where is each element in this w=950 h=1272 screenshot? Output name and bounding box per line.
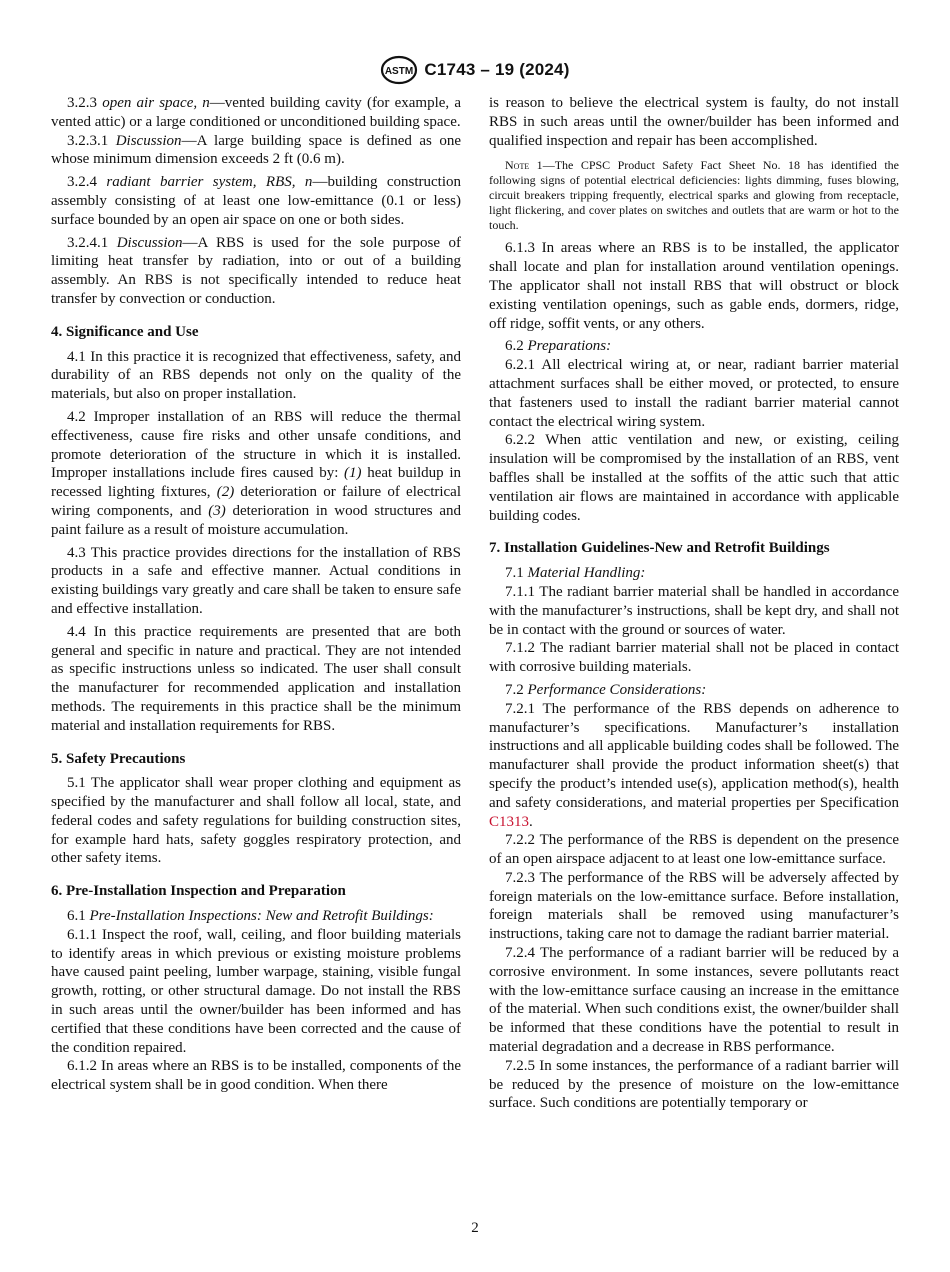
paragraph-5-1: 5.1 The applicator shall wear proper clothing and equipment as specified by the manufacturer and shall follow all local, state, and federal codes and safety regulations for building construction sites, for example hard hats, safety goggles respiratory protection, and other safety items. xyxy=(51,775,461,867)
paragraph-7-2-4: 7.2.4 The performance of a radiant barrier will be reduced by a corrosive environment. In some instances, severe pollutants react with the low-emittance surface causing an increase in the emittance of the material. When such conditions exist, the owner/builder shall be informed that these conditions have the potential to result in material degradation and a decrease in RBS performance. xyxy=(489,945,899,1056)
paragraph-6-1: 6.1 Pre-Installation Inspections: New and Retrofit Buildings: xyxy=(67,908,434,925)
document-designation: C1743 – 19 (2024) xyxy=(424,60,570,79)
paragraph-7-2-1: 7.2.1 The performance of the RBS depends on adherence to manufacturer’s specifications. Manufacturer’s installation instructions and all applicable building codes shall be followed. The manufacturer shall provide the product information sheet(s) that specify the product’s intended use(s), application method(s), health and safety considerations, and material properties per Specification C1313. xyxy=(489,700,899,830)
paragraph-7-2: 7.2 Performance Considerations: xyxy=(505,681,707,698)
page-header xyxy=(0,54,950,86)
page-number: 2 xyxy=(471,1220,479,1236)
paragraph-7-1-2: 7.1.2 The radiant barrier material shall not be placed in contact with corrosive building materials. xyxy=(489,640,899,676)
paragraph-6-1-2: 6.1.2 In areas where an RBS is to be installed, components of the electrical system shall be in good condition. When there xyxy=(51,1058,461,1094)
paragraph-6-2-2: 6.2.2 When attic ventilation and new, or existing, ceiling insulation will be compromised by the installation of an RBS, vent baffles shall be installed at the soffits of the attic such that attic ventilation air flows are maintained in accordance with applicable building codes. xyxy=(489,432,899,524)
paragraph-4-3: 4.3 This practice provides directions for the installation of RBS products in a safe and effective manner. Actual conditions in existing buildings vary greatly and care shall be taken to ensure safe and effective installation. xyxy=(51,544,461,617)
paragraph-4-2: 4.2 Improper installation of an RBS will reduce the thermal effectiveness, cause fire risks and other unsafe conditions, and promote deterioration of the structure in which it is installed. Improper installations include fires caused by: (1) heat buildup in recessed lighting fixtures, (2) deterioration or failure of electrical wiring components, and (3) deterioration in wood structures and paint failure as a result of moisture accumulation. xyxy=(51,408,462,538)
note-1: Note 1—The CPSC Product Safety Fact Sheet No. 18 has identified the following signs of potential electrical deficiencies: lights dimming, fuses blowing, circuit breakers tripping frequently, electrical sparks and glowing from receptacle, light flickering, and cover plates on switches and outlets that are warm or hot to the touch. xyxy=(489,158,899,233)
paragraph-6-1-2-continued: is reason to believe the electrical system is faulty, do not install RBS in such areas until the owner/builder has been informed and qualified inspection and repair has been accomplished. xyxy=(489,95,899,149)
paragraph-4-4: 4.4 In this practice requirements are presented that are both general and specific in nature and practical. They are not intended as specific instructions unless so indicated. The user shall consult the manufacturer for recommended application and installation methods. The requirements in this practice shall be the minimum material and installation requirements for RBS. xyxy=(51,623,461,734)
paragraph-6-1-3: 6.1.3 In areas where an RBS is to be installed, the applicator shall locate and plan for installation around ventilation openings. The applicator shall not install RBS that will obstruct or block existing ventilation openings, such as gable ends, dormers, ridge, off ridge, soffit vents, or any others. xyxy=(489,240,899,332)
spec-link-c1313[interactable]: C1313 xyxy=(489,813,530,830)
section-heading-5: 5. Safety Precautions xyxy=(51,750,186,767)
astm-logo-icon xyxy=(380,55,418,85)
paragraph-6-2: 6.2 Preparations: xyxy=(505,338,612,355)
left-column xyxy=(51,94,461,1095)
svg-text:ASTM: ASTM xyxy=(385,66,414,77)
section-heading-4: 4. Significance and Use xyxy=(51,323,199,340)
paragraph-7-2-2: 7.2.2 The performance of the RBS is dependent on the presence of an open airspace adjacent to at least one low-emittance surface. xyxy=(489,832,899,868)
section-heading-6: 6. Pre-Installation Inspection and Preparation xyxy=(51,883,346,900)
right-column xyxy=(489,94,899,1113)
paragraph-7-2-3: 7.2.3 The performance of the RBS will be adversely affected by foreign materials on the low-emittance surface. Before installation, foreign materials shall be removed using manufacturer’s instructions, taking care not to damage the radiant barrier material. xyxy=(489,869,899,943)
paragraph-3-2-4: 3.2.4 radiant barrier system, RBS, n—building construction assembly consisting of at least one low-emittance (0.1 or less) surface bounded by an open air space on one or both sides. xyxy=(51,174,462,228)
paragraph-6-2-1: 6.2.1 All electrical wiring at, or near, radiant barrier material attachment surfaces shall be either moved, or protected, to ensure that fasteners used to install the radiant barrier material cannot contact the electrical wiring system. xyxy=(489,357,899,430)
paragraph-6-1-1: 6.1.1 Inspect the roof, wall, ceiling, and floor building materials to identify areas in which previous or existing moisture problems have caused paint peeling, lumber warpage, staining, visible fungal growth, rotting, or other structural damage. Do not install the RBS in such areas until the owner/builder has been informed and has certified that these conditions have been corrected and the cause of the condition repaired. xyxy=(51,926,461,1056)
paragraph-3-2-3-1: 3.2.3.1 Discussion—A large building space is defined as one whose minimum dimension exceeds 2 ft (0.6 m). xyxy=(51,132,461,168)
section-heading-7: 7. Installation Guidelines-New and Retrofit Buildings xyxy=(489,540,830,557)
paragraph-3-2-3: 3.2.3 open air space, n—vented building cavity (for example, a vented attic) or a large conditioned or unconditioned building space. xyxy=(51,95,461,130)
paragraph-7-1: 7.1 Material Handling: xyxy=(505,565,646,582)
paragraph-7-2-5: 7.2.5 In some instances, the performance of a radiant barrier will be reduced by the presence of moisture on the low-emittance surface. Such conditions are potentially temporary or xyxy=(489,1057,899,1112)
paragraph-7-1-1: 7.1.1 The radiant barrier material shall be handled in accordance with the manufacturer’s instructions, shall be kept dry, and shall not be in contact with the ground or sources of water. xyxy=(489,583,899,638)
paragraph-4-1: 4.1 In this practice it is recognized that effectiveness, safety, and durability of an RBS depends not only on the quality of the materials, but also on proper installation. xyxy=(51,348,461,403)
paragraph-3-2-4-1: 3.2.4.1 Discussion—A RBS is used for the sole purpose of limiting heat transfer by radiation, into or out of a building assembly. An RBS is not specifically intended to reduce heat transfer by convection or conduction. xyxy=(51,234,461,307)
